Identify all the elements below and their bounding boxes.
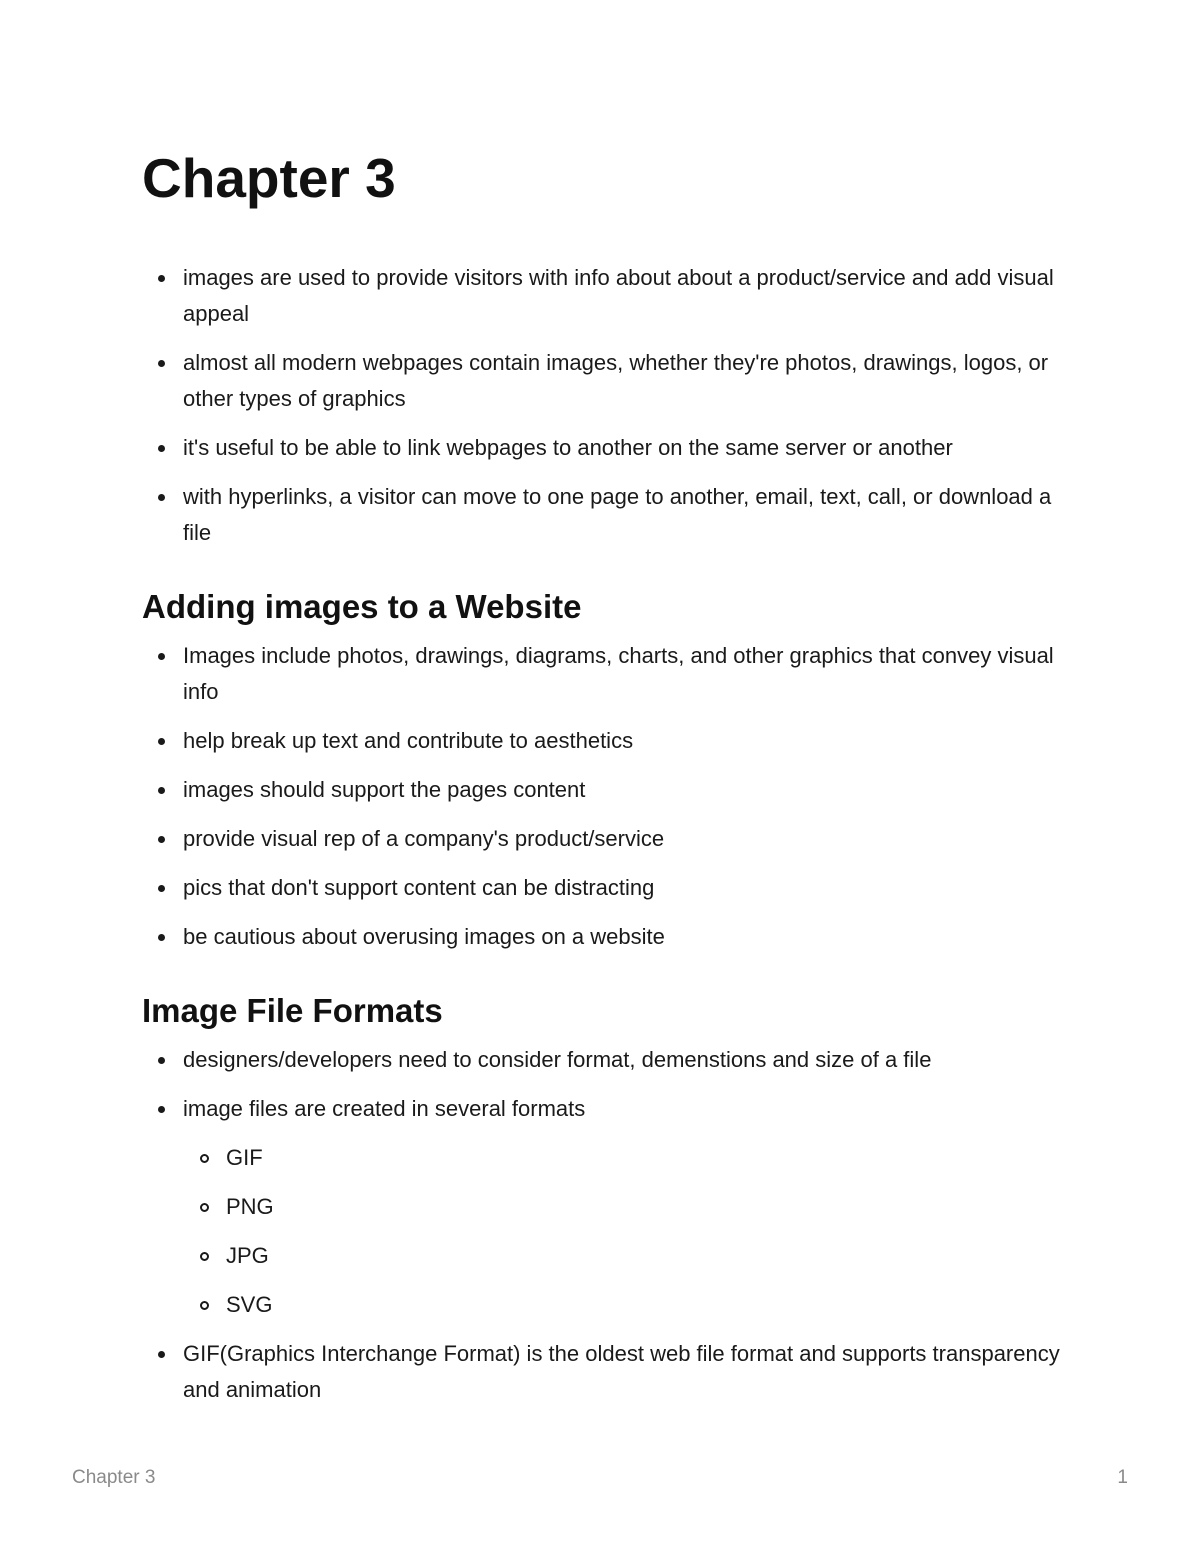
sub-list-item (142, 1189, 1062, 1225)
list-item (142, 870, 1062, 906)
sub-list-item (142, 1238, 1062, 1274)
list-item (142, 479, 1062, 551)
hollow-bullet-icon (200, 1203, 209, 1212)
adding-images-bullet-list (142, 638, 1062, 955)
bullet-icon (158, 653, 165, 660)
list-item-text: designers/developers need to consider format, demenstions and size of a file (183, 1047, 932, 1072)
format-sub-bullet-list (142, 1140, 1062, 1323)
list-item (142, 430, 1062, 466)
sub-list-item-text: GIF (226, 1145, 263, 1170)
list-item (142, 1042, 1062, 1078)
sub-list-item-text: JPG (226, 1243, 269, 1268)
sub-list-item-text: SVG (226, 1292, 273, 1317)
bullet-icon (158, 1351, 165, 1358)
list-item (142, 1336, 1062, 1408)
list-item-text: provide visual rep of a company's product/service (183, 826, 665, 851)
hollow-bullet-icon (200, 1301, 209, 1310)
intro-bullet-list (142, 260, 1062, 551)
file-formats-after-list (142, 1336, 1062, 1408)
bullet-icon (158, 360, 165, 367)
sub-list-item-text: PNG (226, 1194, 274, 1219)
list-item-text: with hyperlinks, a visitor can move to one page to another, email, text, call, or download a file (183, 484, 1052, 545)
list-item-text: be cautious about overusing images on a website (183, 924, 665, 949)
list-item (142, 772, 1062, 808)
bullet-icon (158, 787, 165, 794)
hollow-bullet-icon (200, 1252, 209, 1261)
bullet-icon (158, 738, 165, 745)
footer-page-number: 1 (1117, 1467, 1128, 1488)
bullet-icon (158, 885, 165, 892)
list-item-text: it's useful to be able to link webpages to another on the same server or another (183, 435, 953, 460)
page-content (142, 140, 1062, 1421)
bullet-icon (158, 836, 165, 843)
list-item-text: pics that don't support content can be distracting (183, 875, 655, 900)
bullet-icon (158, 494, 165, 501)
list-item-text: almost all modern webpages contain images, whether they're photos, drawings, logos, or other types of graphics (183, 350, 1049, 411)
list-item-text: images should support the pages content (183, 777, 586, 802)
list-item-text: help break up text and contribute to aesthetics (183, 728, 634, 753)
section-heading-adding-images: Adding images to a Website (142, 588, 582, 625)
list-item (142, 1091, 1062, 1127)
list-item (142, 345, 1062, 417)
hollow-bullet-icon (200, 1154, 209, 1163)
list-item (142, 260, 1062, 332)
list-item (142, 723, 1062, 759)
list-item (142, 638, 1062, 710)
bullet-icon (158, 934, 165, 941)
footer-chapter-label: Chapter 3 (72, 1467, 156, 1488)
bullet-icon (158, 1057, 165, 1064)
list-item-text: images are used to provide visitors with info about about a product/service and add visual appeal (183, 265, 1054, 326)
sub-list-item (142, 1140, 1062, 1176)
list-item (142, 919, 1062, 955)
list-item-text: Images include photos, drawings, diagrams, charts, and other graphics that convey visual info (183, 643, 1054, 704)
sub-list-item (142, 1287, 1062, 1323)
list-item-text: image files are created in several formats (183, 1096, 586, 1121)
bullet-icon (158, 1106, 165, 1113)
bullet-icon (158, 445, 165, 452)
page-title: Chapter 3 (142, 147, 396, 209)
bullet-icon (158, 275, 165, 282)
section-heading-image-file-formats: Image File Formats (142, 992, 443, 1029)
file-formats-bullet-list (142, 1042, 1062, 1127)
list-item-text: GIF(Graphics Interchange Format) is the oldest web file format and supports transparency and animation (183, 1341, 1060, 1402)
list-item (142, 821, 1062, 857)
